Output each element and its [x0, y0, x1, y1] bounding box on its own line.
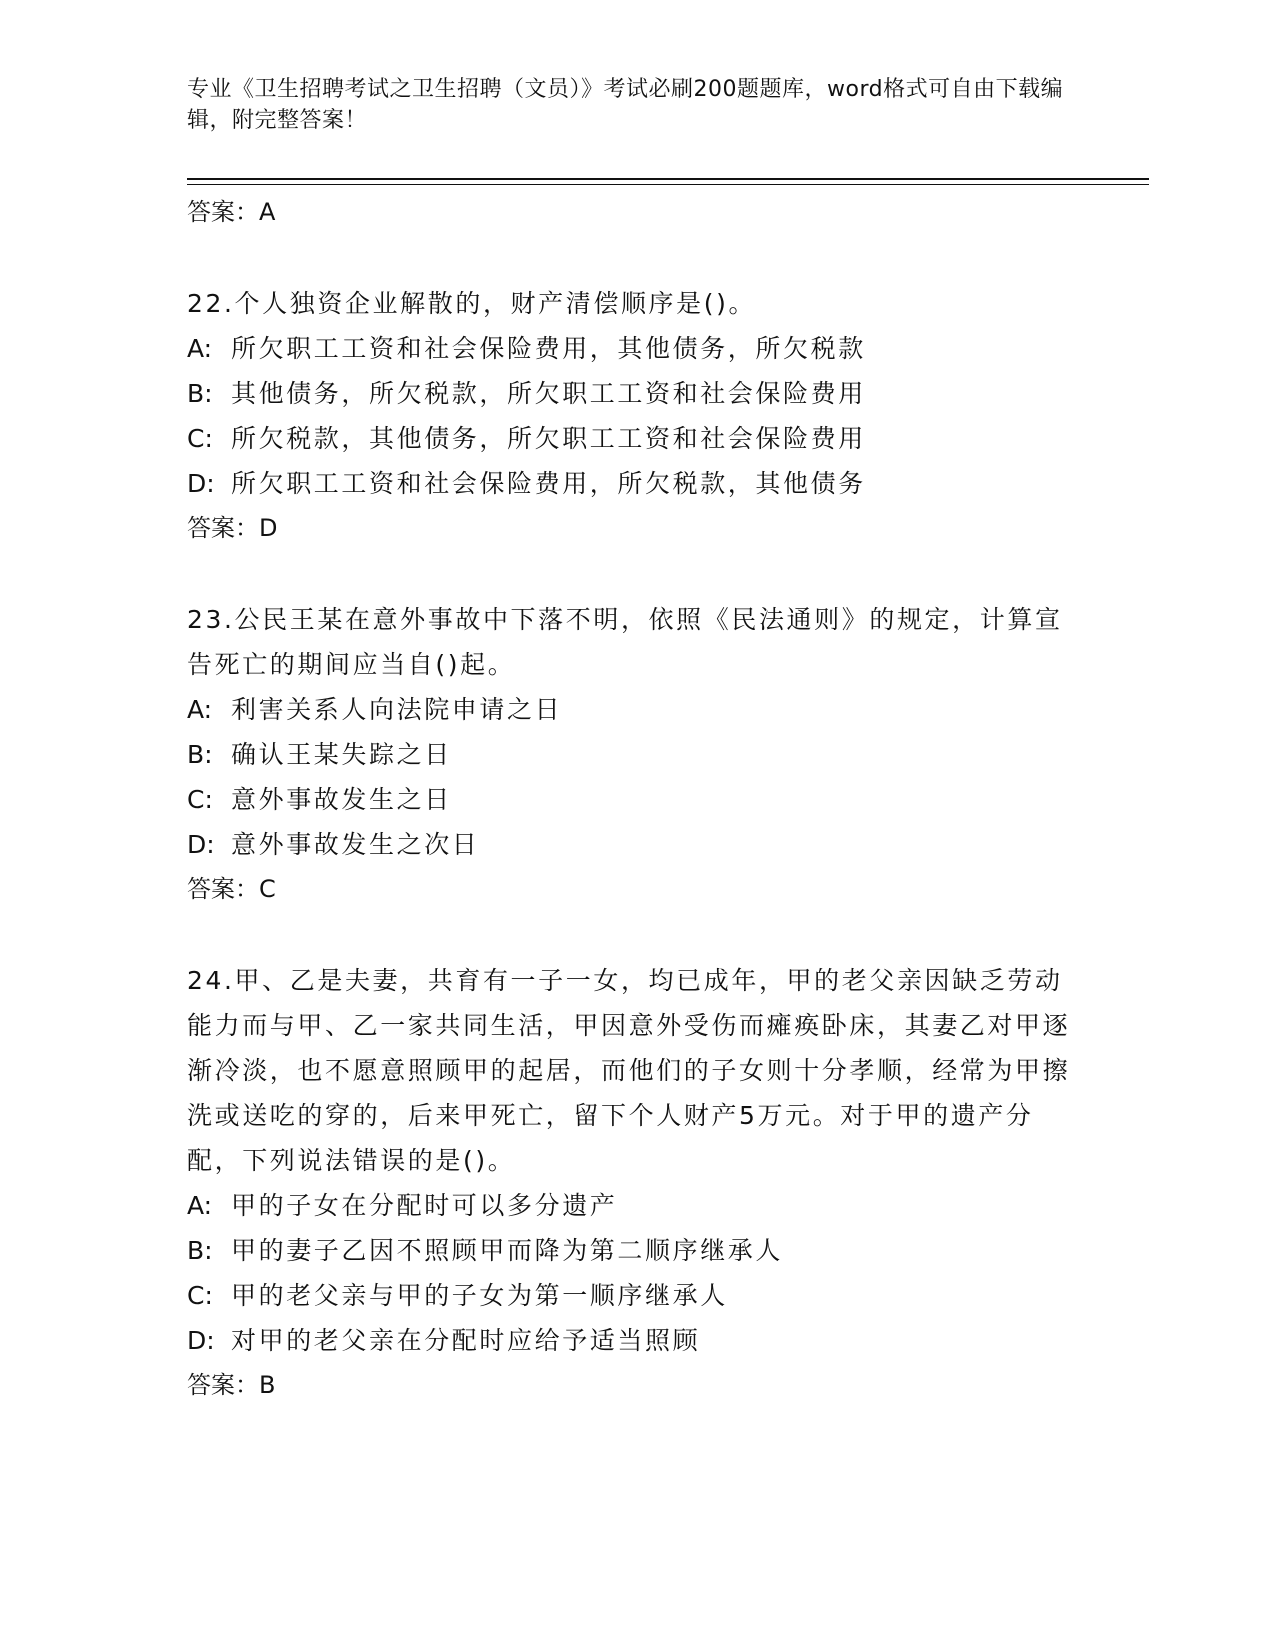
question-23 — [187, 597, 1087, 912]
option-letter: A: — [187, 695, 213, 724]
answer-line: 答案：D — [187, 514, 278, 542]
question-list — [187, 188, 1087, 1408]
option-text: 甲的子女在分配时可以多分遗产 — [231, 1191, 618, 1220]
header-rule-thin — [187, 184, 1149, 185]
option-d — [187, 822, 1087, 867]
option-b — [187, 732, 1087, 777]
question-stem: 22.个人独资企业解散的，财产清偿顺序是()。 — [187, 289, 757, 318]
option-b — [187, 371, 1087, 416]
document-header: 专业《卫生招聘考试之卫生招聘（文员）》考试必刷200题题库，word格式可自由下载编辑，附完整答案！ — [187, 77, 1064, 133]
option-text: 所欠税款，其他债务，所欠职工工资和社会保险费用 — [231, 424, 866, 453]
question-stem: 23.公民王某在意外事故中下落不明，依照《民法通则》的规定，计算宣告死亡的期间应当自()起。 — [187, 605, 1063, 679]
question-stem: 24.甲、乙是夫妻，共育有一子一女，均已成年，甲的老父亲因缺乏劳动能力而与甲、乙一家共同生活，甲因意外受伤而瘫痪卧床，其妻乙对甲逐渐冷淡，也不愿意照顾甲的起居，而他们的子女则十分孝顺，经常为甲擦洗或送吃的穿的，后来甲死亡，留下个人财产5万元。对于甲的遗产分配，下列说法错误的是()。 — [187, 966, 1071, 1175]
answer-line: 答案：C — [187, 875, 276, 903]
option-c — [187, 777, 1087, 822]
option-text: 所欠职工工资和社会保险费用，所欠税款，其他债务 — [231, 469, 866, 498]
option-a — [187, 326, 1087, 371]
option-letter: A: — [187, 334, 213, 363]
option-text: 所欠职工工资和社会保险费用，其他债务，所欠税款 — [231, 334, 866, 363]
option-letter: C: — [187, 424, 213, 453]
option-a — [187, 687, 1087, 732]
option-c — [187, 1273, 1087, 1318]
option-text: 其他债务，所欠税款，所欠职工工资和社会保险费用 — [231, 379, 866, 408]
option-letter: D: — [187, 469, 215, 498]
option-text: 意外事故发生之次日 — [231, 830, 480, 859]
option-letter: D: — [187, 1326, 215, 1355]
option-a — [187, 1183, 1087, 1228]
option-c — [187, 416, 1087, 461]
option-letter: C: — [187, 785, 213, 814]
option-text: 利害关系人向法院申请之日 — [231, 695, 563, 724]
option-d — [187, 461, 1087, 506]
question-24 — [187, 958, 1087, 1408]
option-letter: A: — [187, 1191, 213, 1220]
option-letter: B: — [187, 379, 213, 408]
option-text: 甲的妻子乙因不照顾甲而降为第二顺序继承人 — [231, 1236, 784, 1265]
option-text: 对甲的老父亲在分配时应给予适当照顾 — [231, 1326, 701, 1355]
option-d — [187, 1318, 1087, 1363]
header-rule-thick — [187, 178, 1149, 180]
option-letter: B: — [187, 740, 213, 769]
option-letter: C: — [187, 1281, 213, 1310]
option-b — [187, 1228, 1087, 1273]
option-text: 确认王某失踪之日 — [231, 740, 452, 769]
answer-line: 答案：B — [187, 1371, 276, 1399]
question-22 — [187, 281, 1087, 551]
option-text: 甲的老父亲与甲的子女为第一顺序继承人 — [231, 1281, 728, 1310]
option-letter: D: — [187, 830, 215, 859]
option-text: 意外事故发生之日 — [231, 785, 452, 814]
option-letter: B: — [187, 1236, 213, 1265]
answer-line: 答案：A — [187, 198, 276, 226]
